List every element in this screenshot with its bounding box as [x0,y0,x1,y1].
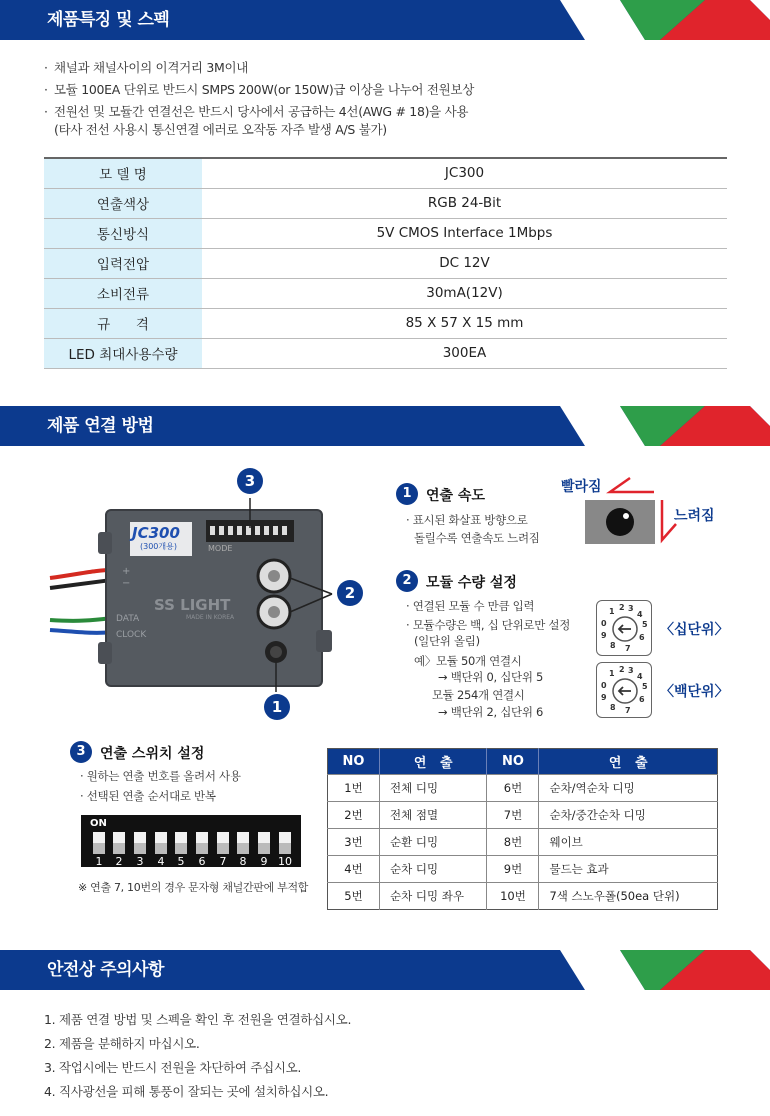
feature-item: · 모듈 100EA 단위로 반드시 SMPS 200W(or 150W)급 이상을 나누어 전원보상 [44,79,474,101]
module-count-desc: · 모듈수량은 백, 십 단위로만 설정 [406,618,571,632]
dip-number: 5 [177,855,185,868]
dip-number: 4 [157,855,165,868]
module-count-desc: · 연결된 모듈 수 만큼 입력 [406,599,535,613]
table-row: 4번 순차 디밍 9번 물드는 효과 [328,856,718,883]
tens-label: 〈십단위〉 [660,622,729,638]
spec-row [44,308,727,338]
callout-2: 2 [337,580,363,606]
col-header: NO [487,749,539,775]
module-count-desc: 모듈 254개 연결시 [432,688,525,702]
spec-value: 300EA [202,338,727,368]
spec-key: 연출색상 [44,188,202,218]
dip-toggle [155,832,167,854]
speed-num: 1 [396,483,418,505]
table-row: 3번 순환 디밍 8번 웨이브 [328,829,718,856]
speed-desc: 돌릴수록 연출속도 느려짐 [414,531,540,545]
slow-label: 느려짐 [674,508,715,524]
callout-3: 3 [237,468,263,494]
safety-item: 4. 직사광선을 피해 통풍이 잘되는 곳에 설치하십시오. [44,1084,329,1099]
section-title: 안전상 주의사항 [47,960,164,980]
fast-label: 빨라짐 [561,479,602,495]
dip-number: 2 [115,855,123,868]
dip-number: 8 [239,855,247,868]
switch-desc: · 선택된 연출 순서대로 반복 [80,789,216,803]
hundreds-dial: 2 3 4 5 1 0 9 8 7 6 [596,662,652,718]
spec-value: JC300 [202,158,727,188]
spec-key: 모 델 명 [44,158,202,188]
section-header-connection [0,406,770,446]
table-row: 1번 전체 디밍 6번 순차/역순차 디밍 [328,775,718,802]
dip-toggle [237,832,249,854]
table-row: 2번 전체 점멸 7번 순차/중간순차 디밍 [328,802,718,829]
speed-desc: · 표시된 화살표 방향으로 [406,513,528,527]
feature-list [44,57,474,141]
switch-note: ※ 연출 7, 10번의 경우 문자형 채널간판에 부적합 [78,881,309,894]
spec-key: 규 격 [44,308,202,338]
controller-device [40,462,360,722]
device-mode-label: MODE [208,544,233,553]
spec-row [44,188,727,218]
dip-toggle [196,832,208,854]
spec-value: 5V CMOS Interface 1Mbps [202,218,727,248]
header-decoration [560,406,770,446]
terminal-label: − [122,578,131,589]
dip-toggle [113,832,125,854]
spec-row [44,158,727,188]
feature-item: · 전원선 및 모듈간 연결선은 반드시 당사에서 공급하는 4선(AWG # 18)을 사용 [44,101,474,123]
module-count-title: 모듈 수량 설정 [426,575,517,591]
dip-toggle [217,832,229,854]
switch-desc: · 원하는 연출 번호를 올려서 사용 [80,769,241,783]
effects-header-row [328,749,718,775]
spec-value: RGB 24-Bit [202,188,727,218]
tens-dial: 2 3 4 5 1 0 9 8 7 6 [596,600,652,656]
device-brand-sub: MADE IN KOREA [186,614,235,621]
device-model-sub: (300개용) [140,542,177,551]
section-title: 제품특징 및 스펙 [47,10,170,30]
speed-title: 연출 속도 [426,488,485,504]
terminal-label: DATA [116,614,140,624]
dip-switch [81,815,301,867]
col-header: 연 출 [539,749,718,775]
dip-number: 9 [260,855,268,868]
spec-row [44,278,727,308]
feature-item: · 채널과 채널사이의 이격거리 3M이내 [44,57,474,79]
spec-row [44,248,727,278]
col-header: NO [328,749,380,775]
col-header: 연 출 [380,749,487,775]
spec-row [44,338,727,368]
section-header-features [0,0,770,40]
module-count-desc: → 백단위 2, 십단위 6 [438,705,544,719]
device-model: JC300 [132,524,180,542]
switch-title: 연출 스위치 설정 [100,746,205,762]
controller-illustration [40,462,360,722]
module-count-desc: 예〉모듈 50개 연결시 [414,654,522,668]
spec-key: LED 최대사용수량 [44,338,202,368]
spec-table [44,157,727,369]
safety-item: 2. 제품을 분해하지 마십시오. [44,1036,200,1051]
terminal-label: CLOCK [116,630,147,640]
dip-number: 3 [136,855,144,868]
table-row: 5번 순차 디밍 좌우 10번 7색 스노우폴(50ea 단위) [328,883,718,910]
section-title: 제품 연결 방법 [47,416,154,436]
dip-toggle [279,832,291,854]
dip-number: 6 [198,855,206,868]
terminal-label: + [122,566,131,577]
dip-number: 1 [95,855,103,868]
spec-key: 소비전류 [44,278,202,308]
spec-value: 30mA(12V) [202,278,727,308]
safety-item: 3. 작업시에는 반드시 전원을 차단하여 주십시오. [44,1060,302,1075]
dip-number: 7 [219,855,227,868]
spec-key: 입력전압 [44,248,202,278]
header-decoration [560,0,770,40]
safety-item: 1. 제품 연결 방법 및 스펙을 확인 후 전원을 연결하십시오. [44,1012,352,1027]
spec-value: DC 12V [202,248,727,278]
switch-num: 3 [70,741,92,763]
dip-number: 10 [278,855,292,868]
speed-knob-graphic [580,468,690,558]
spec-row [44,218,727,248]
dip-toggle [93,832,105,854]
module-count-desc: → 백단위 0, 십단위 5 [438,670,544,684]
header-decoration [560,950,770,990]
callout-1: 1 [264,694,290,720]
dip-toggle [175,832,187,854]
feature-item-note: (타사 전선 사용시 통신연결 에러로 오작동 자주 발생 A/S 불가) [54,122,387,137]
hundreds-label: 〈백단위〉 [660,684,729,700]
spec-value: 85 X 57 X 15 mm [202,308,727,338]
dip-toggle [134,832,146,854]
dip-on-label: ON [90,818,107,829]
module-count-num: 2 [396,570,418,592]
effects-table [327,748,718,910]
device-brand: SS LIGHT [154,596,231,614]
spec-key: 통신방식 [44,218,202,248]
section-header-safety [0,950,770,990]
dip-toggle [258,832,270,854]
module-count-desc: (일단위 올림) [414,634,480,648]
